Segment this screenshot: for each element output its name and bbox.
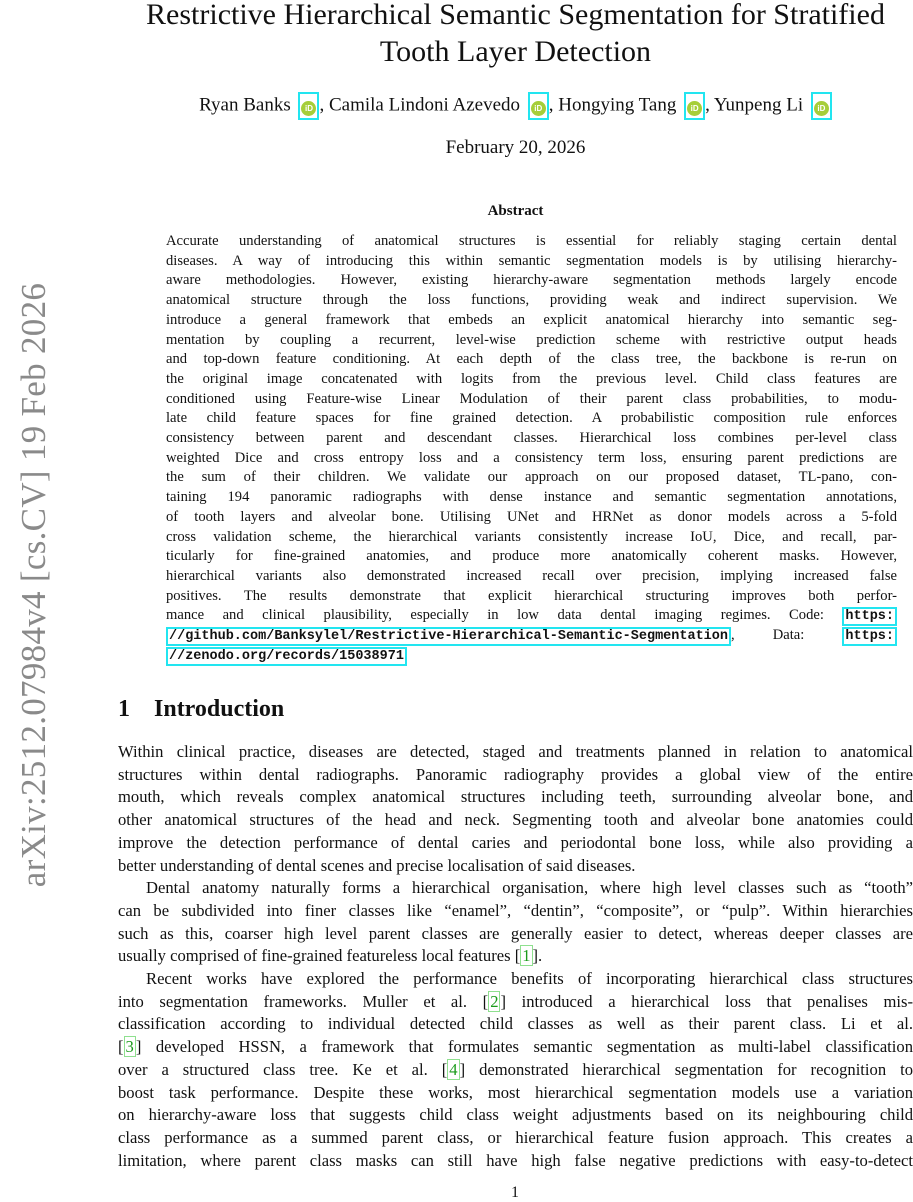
abstract-text: aware methodologies. However, existing hierarchy-aware segmentation methods largely encode	[166, 272, 897, 289]
orcid-icon: iD	[687, 101, 702, 116]
intro-text: Within clinical practice, diseases are detected, staged and treatments planned in relation to anatomical	[118, 742, 913, 761]
abstract-line	[166, 450, 897, 470]
intro-text: can be subdivided into finer classes like “enamel”, “dentin”, “composite”, or “pulp”. Within hierarchies	[118, 900, 913, 920]
abstract-text: ticularly for fine-grained anatomies, and produce more anatomically coherent masks. However,	[166, 548, 897, 565]
intro-text: better understanding of dental scenes and precise localisation of said diseases.	[118, 855, 636, 875]
abstract-line	[166, 351, 897, 371]
intro-line	[118, 1014, 913, 1036]
intro-text: ] demonstrated hierarchical segmentation for recognition to	[459, 1059, 913, 1079]
title-line: Tooth Layer Detection	[379, 35, 652, 68]
intro-text: usually comprised of fine-grained featureless local features [	[118, 946, 521, 966]
abstract-text: mance and clinical plausibility, especially in low data dental imaging regimes. Code:	[166, 607, 843, 624]
data-link[interactable]: //zenodo.org/records/15038971	[166, 647, 407, 666]
orcid-icon: iD	[301, 101, 316, 116]
orcid-link[interactable]	[684, 92, 705, 120]
code-link[interactable]: https:	[842, 607, 897, 626]
abstract-text: the sum of their children. We validate our approach on our proposed dataset, TL-pano, con-	[166, 469, 897, 486]
abstract-line	[166, 509, 897, 529]
title-line: Restrictive Hierarchical Semantic Segmentation for Stratified	[146, 0, 885, 31]
orcid-icon: iD	[531, 101, 546, 116]
abstract-text: anatomical structure through the loss functions, providing weak and indirect supervision. We	[166, 292, 897, 309]
intro-text: structures within dental radiographs. Panoramic radiography provides a global view of the entire	[118, 764, 913, 784]
abstract-line	[166, 607, 897, 627]
abstract-text: hierarchical variants also demonstrated increased recall over precision, implying increased false	[166, 567, 897, 584]
intro-line	[146, 969, 913, 991]
orcid-link[interactable]	[528, 92, 549, 120]
abstract-line	[166, 371, 897, 391]
intro-line	[118, 787, 913, 809]
section-title: Introduction	[154, 696, 285, 722]
intro-line	[118, 833, 913, 855]
intro-line	[118, 992, 913, 1014]
abstract-text: conditioned using Feature-wise Linear Modulation of their parent class probabilities, to modu-	[166, 390, 897, 407]
abstract-line	[166, 312, 897, 332]
author: Hongying Tang	[558, 94, 677, 116]
abstract-line	[166, 430, 897, 450]
abstract-text: cross validation scheme, the hierarchical variants consistently increase IoU, Dice, and recall, par-	[166, 528, 897, 545]
author-list: Ryan Banks iD , Camila Lindoni Azevedo iD , Hongying Tang iD , Yunpeng Li iD	[118, 92, 913, 120]
intro-text: Recent works have explored the performance benefits of incorporating hierarchical class structures	[146, 969, 913, 988]
intro-line	[118, 1060, 913, 1082]
abstract-text: mentation by coupling a recurrent, level-wise prediction scheme with restrictive output heads	[166, 331, 897, 348]
arxiv-stamp: arXiv:2512.07984v4 [cs.CV] 19 Feb 2026	[14, 282, 53, 888]
abstract-text: and top-down feature conditioning. At each depth of the class tree, the backbone is re-run on	[166, 351, 897, 368]
intro-line	[118, 924, 913, 946]
author: Ryan Banks	[199, 94, 291, 116]
abstract-text: taining 194 panoramic radiographs with dense instance and semantic segmentation annotations,	[166, 489, 897, 506]
intro-text: limitation, where parent class masks can still have high false negative predictions with easy-to-detect	[118, 1150, 913, 1170]
abstract-line	[166, 469, 897, 489]
abstract-text: the original image concatenated with logits from the previous level. Child class features are	[166, 370, 897, 387]
abstract-text: positives. The results demonstrate that explicit hierarchical structuring improves both perfor-	[166, 587, 897, 604]
abstract-line	[166, 489, 897, 509]
intro-text: such as this, coarser high level parent classes are generally easier to detect, whereas deeper classes are	[118, 923, 913, 943]
intro-text: boost task performance. Despite these works, most hierarchical segmentation models use a variation	[118, 1082, 913, 1102]
intro-text: ] developed HSSN, a framework that formulates semantic segmentation as multi-label classification	[135, 1037, 913, 1057]
intro-text: improve the detection performance of dental caries and periodontal bone loss, while also providing a	[118, 832, 913, 852]
intro-line	[118, 1037, 913, 1059]
intro-text: over a structured class tree. Ke et al. [	[118, 1059, 448, 1079]
abstract-line	[166, 568, 897, 588]
citation-link[interactable]: 4	[449, 1059, 458, 1079]
orcid-icon: iD	[814, 101, 829, 116]
abstract-line	[166, 391, 897, 411]
intro-text: other anatomical structures of the head and neck. Segmenting tooth and alveolar bone anatomies could	[118, 810, 913, 830]
abstract-line	[166, 647, 897, 667]
code-link[interactable]: //github.com/Banksylel/Restrictive-Hierarchical-Semantic-Segmentation	[166, 627, 731, 646]
abstract-heading: Abstract	[487, 203, 544, 219]
intro-line	[118, 1105, 913, 1127]
abstract-line	[166, 588, 897, 608]
paper-title	[118, 0, 913, 70]
section-heading	[118, 696, 284, 723]
abstract-text: consistency between parent and descendant classes. Hierarchical loss combines per-level class	[166, 430, 897, 446]
intro-text: [	[118, 1037, 124, 1057]
abstract-line	[166, 529, 897, 549]
author: Camila Lindoni Azevedo	[328, 94, 520, 116]
abstract-line	[166, 332, 897, 352]
intro-line	[146, 878, 913, 900]
intro-line	[118, 1083, 913, 1105]
abstract-line	[166, 253, 897, 273]
intro-text: into segmentation frameworks. Muller et al. [	[118, 991, 489, 1011]
abstract-text: introduce a general framework that embeds an explicit anatomical hierarchy into semantic seg-	[166, 311, 897, 328]
orcid-link[interactable]	[811, 92, 832, 120]
orcid-link[interactable]	[298, 92, 319, 120]
citation-link[interactable]: 2	[490, 991, 499, 1011]
intro-line	[118, 810, 913, 832]
intro-line	[118, 1128, 913, 1150]
intro-text: classification according to individual detected child classes as well as their parent class. Li et al.	[118, 1014, 913, 1034]
intro-text: Dental anatomy naturally forms a hierarchical organisation, where high level classes such as “tooth”	[146, 878, 913, 898]
citation-link[interactable]: 3	[125, 1037, 134, 1057]
abstract-line	[166, 272, 897, 292]
abstract-line	[166, 233, 897, 253]
intro-text: class performance as a summed parent class, or hierarchical feature fusion approach. This creates a	[118, 1127, 913, 1147]
citation-link[interactable]: 1	[522, 946, 531, 966]
abstract-text: Accurate understanding of anatomical structures is essential for reliably staging certain dental	[166, 233, 897, 249]
data-link[interactable]: https:	[842, 627, 897, 646]
section-number: 1	[118, 696, 130, 722]
abstract-line	[166, 410, 897, 430]
intro-text: ].	[532, 946, 543, 966]
intro-text: ] introduced a hierarchical loss that penalises mis-	[500, 991, 913, 1011]
author: Yunpeng Li	[713, 94, 804, 116]
abstract-line	[166, 292, 897, 312]
abstract-text: diseases. A way of introducing this within semantic segmentation models is by utilising hierarchy-	[166, 252, 897, 269]
intro-line	[118, 742, 913, 764]
paper-date: February 20, 2026	[445, 137, 586, 158]
abstract-line	[166, 627, 897, 647]
intro-text: mouth, which reveals complex anatomical structures including teeth, surrounding alveolar bone, and	[118, 787, 913, 807]
intro-line	[118, 765, 913, 787]
intro-line	[118, 901, 913, 923]
intro-text: on hierarchy-aware loss that suggests child class weight adjustments based on its neighbouring child	[118, 1105, 913, 1125]
abstract-line	[166, 548, 897, 568]
data-label: , Data:	[731, 627, 843, 643]
intro-line	[118, 946, 913, 968]
intro-line	[118, 856, 913, 878]
abstract-text: of tooth layers and alveolar bone. Utilising UNet and HRNet as donor models across a 5-fold	[166, 508, 897, 525]
abstract-text: weighted Dice and cross entropy loss and a consistency term loss, ensuring parent predictions are	[166, 449, 897, 466]
abstract-text: late child feature spaces for fine grained detection. A probabilistic composition rule enforces	[166, 410, 897, 427]
intro-line	[118, 1151, 913, 1173]
page-number: 1	[511, 1184, 519, 1201]
